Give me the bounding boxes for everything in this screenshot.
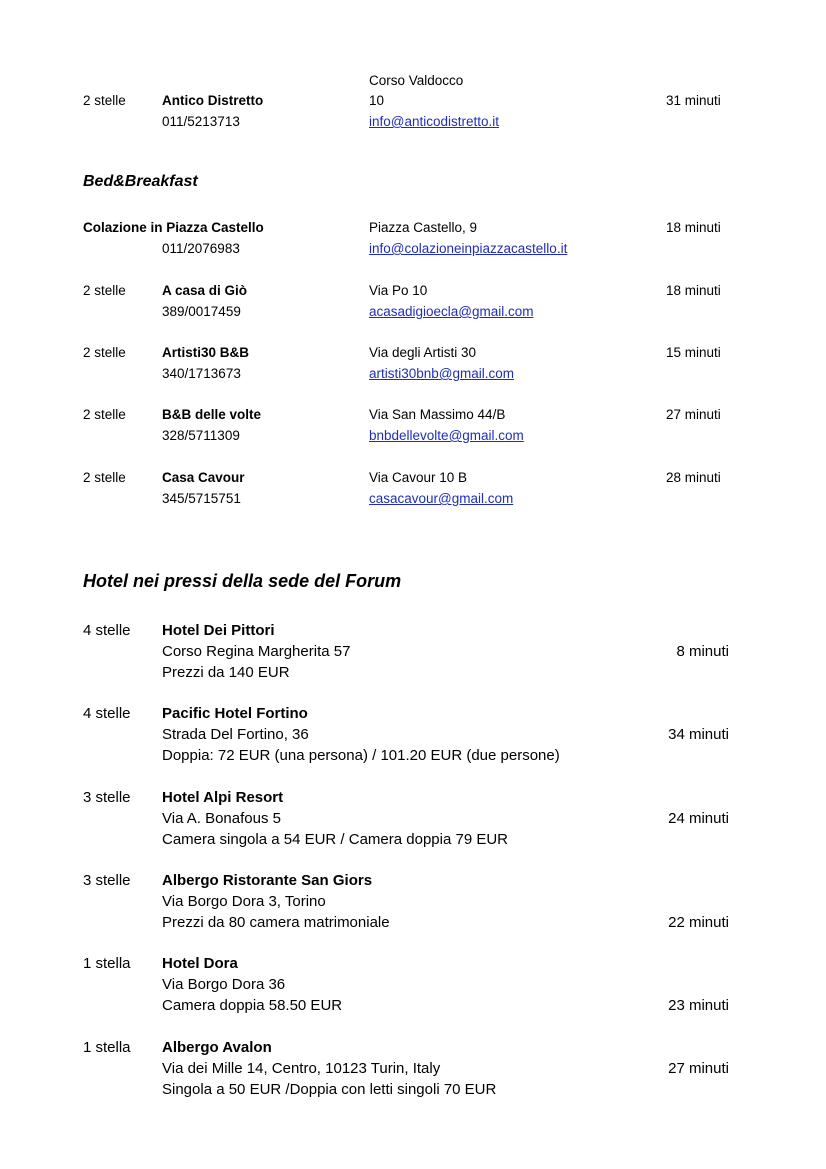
phone-number: 011/5213713 [162, 114, 240, 129]
email-link[interactable]: info@anticodistretto.it [369, 114, 500, 129]
bnb-name: Colazione in Piazza Castello [83, 220, 264, 235]
address: Via A. Bonafous 5 [162, 810, 281, 827]
star-rating: 4 stelle [83, 705, 131, 722]
address: Via Borgo Dora 36 [162, 976, 286, 993]
address-line: Corso Valdocco [369, 73, 464, 88]
bnb-name: Artisti30 B&B [162, 345, 250, 360]
travel-time: 15 minuti [666, 345, 721, 360]
email-link[interactable]: info@colazioneinpiazzacastello.it [369, 241, 568, 256]
address: Strada Del Fortino, 36 [162, 726, 309, 743]
star-rating: 2 stelle [83, 283, 126, 298]
address: Via Po 10 [369, 283, 428, 298]
address: Piazza Castello, 9 [369, 220, 478, 235]
travel-time: 31 minuti [666, 93, 721, 108]
star-rating: 2 stelle [83, 407, 126, 422]
bnb-name: Casa Cavour [162, 470, 245, 485]
address-line: 10 [369, 93, 385, 108]
phone-number: 389/0017459 [162, 304, 241, 319]
star-rating: 1 stella [83, 955, 131, 972]
hotel-name: Albergo Avalon [162, 1039, 272, 1056]
phone-number: 328/5711309 [162, 428, 240, 443]
section-heading-bnb: Bed&Breakfast [83, 173, 198, 190]
travel-time: 18 minuti [666, 283, 721, 298]
star-rating: 3 stelle [83, 789, 131, 806]
phone-number: 340/1713673 [162, 366, 241, 381]
star-rating: 2 stelle [83, 345, 126, 360]
address: Via Borgo Dora 3, Torino [162, 893, 326, 910]
price-info: Prezzi da 140 EUR [162, 664, 290, 681]
travel-time: 28 minuti [666, 470, 721, 485]
price-info: Doppia: 72 EUR (una persona) / 101.20 EUR (due persone) [162, 747, 560, 764]
travel-time: 24 minuti [668, 810, 729, 827]
travel-time: 18 minuti [666, 220, 721, 235]
star-rating: 3 stelle [83, 872, 131, 889]
travel-time: 34 minuti [668, 726, 729, 743]
travel-time: 27 minuti [668, 1060, 729, 1077]
phone-number: 011/2076983 [162, 241, 240, 256]
bnb-name: B&B delle volte [162, 407, 262, 422]
price-info: Camera singola a 54 EUR / Camera doppia 79 EUR [162, 831, 509, 848]
email-link[interactable]: acasadigioecla@gmail.com [369, 304, 534, 319]
hotel-name: Antico Distretto [162, 93, 264, 108]
email-link[interactable]: casacavour@gmail.com [369, 491, 514, 506]
address: Via degli Artisti 30 [369, 345, 477, 360]
address: Via Cavour 10 B [369, 470, 468, 485]
price-info: Singola a 50 EUR /Doppia con letti singoli 70 EUR [162, 1081, 497, 1098]
travel-time: 27 minuti [666, 407, 721, 422]
email-link[interactable]: bnbdellevolte@gmail.com [369, 428, 524, 443]
address: Via San Massimo 44/B [369, 407, 506, 422]
price-info: Camera doppia 58.50 EUR [162, 997, 343, 1014]
star-rating: 2 stelle [83, 93, 126, 108]
travel-time: 23 minuti [668, 997, 729, 1014]
hotel-name: Hotel Alpi Resort [162, 789, 284, 806]
phone-number: 345/5715751 [162, 491, 241, 506]
address: Corso Regina Margherita 57 [162, 643, 351, 660]
address: Via dei Mille 14, Centro, 10123 Turin, Italy [162, 1060, 441, 1077]
price-info: Prezzi da 80 camera matrimoniale [162, 914, 390, 931]
section-heading-forum: Hotel nei pressi della sede del Forum [83, 571, 402, 591]
hotel-name: Hotel Dora [162, 955, 238, 972]
star-rating: 1 stella [83, 1039, 131, 1056]
hotel-name: Albergo Ristorante San Giors [162, 872, 373, 889]
bnb-name: A casa di Giò [162, 283, 248, 298]
email-link[interactable]: artisti30bnb@gmail.com [369, 366, 515, 381]
travel-time: 8 minuti [676, 643, 729, 660]
star-rating: 2 stelle [83, 470, 126, 485]
star-rating: 4 stelle [83, 622, 131, 639]
travel-time: 22 minuti [668, 914, 729, 931]
hotel-name: Pacific Hotel Fortino [162, 705, 308, 722]
hotel-name: Hotel Dei Pittori [162, 622, 275, 639]
